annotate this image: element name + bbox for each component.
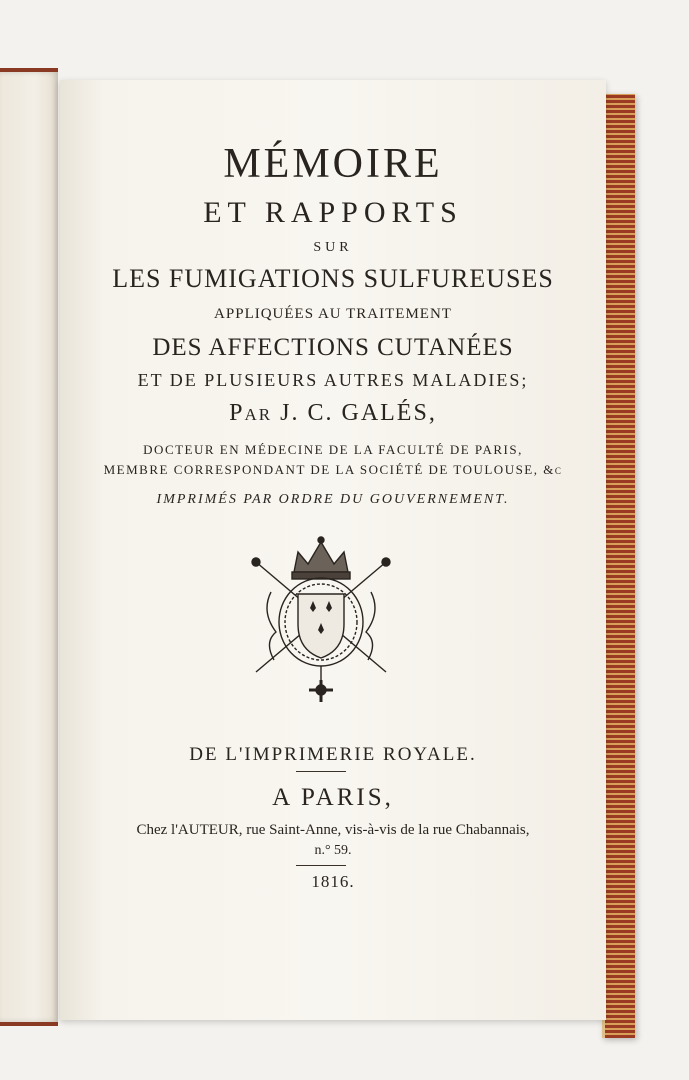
right-binding-board: [602, 94, 635, 1038]
divider-rule: [296, 771, 346, 772]
imprint-note: IMPRIMÉS PAR ORDRE DU GOUVERNEMENT.: [156, 492, 510, 507]
author-line: Par J. C. GALÉS,: [229, 400, 437, 426]
title-line-6: DES AFFECTIONS CUTANÉES: [152, 334, 514, 361]
title-line-2: ET RAPPORTS: [203, 196, 463, 229]
address-line-2: n.° 59.: [314, 843, 352, 858]
publisher: DE L'IMPRIMERIE ROYALE.: [189, 744, 477, 765]
open-book: [0, 60, 640, 1030]
credential-line-2: MEMBRE CORRESPONDANT DE LA SOCIÉTÉ DE TOULOUSE, &c: [103, 462, 563, 477]
city: A PARIS,: [272, 784, 394, 811]
left-binding-board: [0, 68, 58, 1026]
title-line-5: APPLIQUÉES AU TRAITEMENT: [214, 306, 452, 322]
year: 1816.: [311, 872, 355, 891]
title-line-7: ET DE PLUSIEURS AUTRES MALADIES;: [137, 370, 529, 390]
title-page: [60, 80, 606, 1020]
address-line-1: Chez l'AUTEUR, rue Saint-Anne, vis-à-vis de la rue Chabannais,: [136, 822, 530, 838]
credential-line-1: DOCTEUR EN MÉDECINE DE LA FACULTÉ DE PARIS,: [143, 442, 523, 457]
title-line-4: LES FUMIGATIONS SULFUREUSES: [112, 264, 554, 293]
royal-coat-of-arms-icon: [246, 532, 396, 712]
title-line-1: MÉMOIRE: [223, 141, 443, 187]
title-line-3: SUR: [313, 240, 353, 255]
divider-rule: [296, 865, 346, 866]
